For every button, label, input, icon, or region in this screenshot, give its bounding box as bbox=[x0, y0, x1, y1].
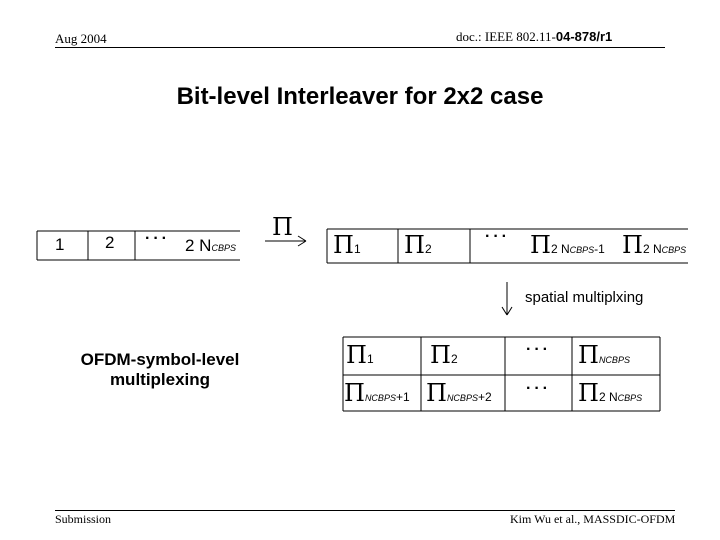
grid-r2c4 bbox=[578, 381, 642, 406]
pi-icon: Π bbox=[622, 231, 643, 259]
input-dots: ··· bbox=[145, 230, 170, 247]
ofdm-label-line2: multiplexing bbox=[109, 370, 211, 389]
grid-r1c2-sub: 2 bbox=[450, 352, 458, 366]
interleaved-c1-sub: 1 bbox=[353, 242, 361, 256]
pi-icon: Π bbox=[346, 341, 367, 369]
interleaved-c3-tail: -1 bbox=[594, 242, 605, 256]
footer-submission: Submission bbox=[55, 512, 112, 526]
grid-r1c1-sub: 1 bbox=[366, 352, 374, 366]
pi-operator-icon: Π bbox=[272, 213, 293, 241]
ofdm-label bbox=[60, 350, 260, 390]
interleaved-cell-3 bbox=[530, 233, 605, 258]
grid-r2c2-tail: +2 bbox=[477, 390, 492, 404]
interleaved-dots: ··· bbox=[485, 228, 510, 245]
interleaved-c3-sub: 2 N bbox=[550, 242, 570, 256]
pi-icon: Π bbox=[430, 341, 451, 369]
interleaved-c4-sub2: CBPS bbox=[661, 245, 687, 255]
input-last-sub: CBPS bbox=[211, 243, 236, 253]
grid-r1-dots: ··· bbox=[526, 341, 551, 358]
header-doc-number: 04-878/r1 bbox=[555, 29, 613, 44]
interleaved-cell-1 bbox=[333, 233, 361, 258]
interleaved-c4-sub: 2 N bbox=[642, 242, 662, 256]
pi-icon: Π bbox=[530, 231, 551, 259]
grid-r1c2 bbox=[430, 343, 458, 368]
grid-r2c4-num: 2 N bbox=[598, 390, 618, 404]
interleaved-cell-2 bbox=[404, 233, 432, 258]
interleaved-c3-sub2: CBPS bbox=[569, 245, 595, 255]
grid-r2c1-tail: +1 bbox=[395, 390, 410, 404]
header-date: Aug 2004 bbox=[55, 31, 107, 46]
input-cell-2: 2 bbox=[105, 233, 115, 252]
header-doc-prefix: doc.: IEEE 802.11- bbox=[456, 29, 556, 44]
footer-author: Kim Wu et al., MASSDIC-OFDM bbox=[510, 512, 676, 526]
grid-r2-dots: ··· bbox=[526, 380, 551, 397]
grid-r2c4-sub: CBPS bbox=[617, 393, 643, 403]
down-arrow bbox=[502, 282, 512, 315]
input-cell-last bbox=[185, 236, 236, 256]
ofdm-label-line1: OFDM-symbol-level bbox=[80, 350, 240, 369]
pi-icon: Π bbox=[333, 231, 354, 259]
input-last-num: 2 N bbox=[185, 236, 212, 255]
input-cell-1: 1 bbox=[55, 235, 65, 254]
pi-icon: Π bbox=[426, 379, 447, 407]
slide-title: Bit-level Interleaver for 2x2 case bbox=[176, 83, 544, 110]
grid-r1c4 bbox=[578, 343, 630, 368]
spatial-multiplexing-label: spatial multiplxing bbox=[525, 289, 644, 306]
pi-icon: Π bbox=[344, 379, 365, 407]
interleaved-c2-sub: 2 bbox=[424, 242, 432, 256]
interleaved-cell-4 bbox=[622, 233, 686, 258]
grid-r2c1-sub: NCBPS bbox=[364, 393, 396, 403]
pi-icon: Π bbox=[578, 379, 599, 407]
pi-icon: Π bbox=[578, 341, 599, 369]
grid-r2c2 bbox=[426, 381, 492, 406]
grid-r1c1 bbox=[346, 343, 374, 368]
footer-rule bbox=[55, 510, 675, 511]
grid-r1c4-sub: NCBPS bbox=[598, 355, 630, 365]
grid-r2c2-sub: NCBPS bbox=[446, 393, 478, 403]
grid-r2c1 bbox=[344, 381, 410, 406]
pi-icon: Π bbox=[404, 231, 425, 259]
